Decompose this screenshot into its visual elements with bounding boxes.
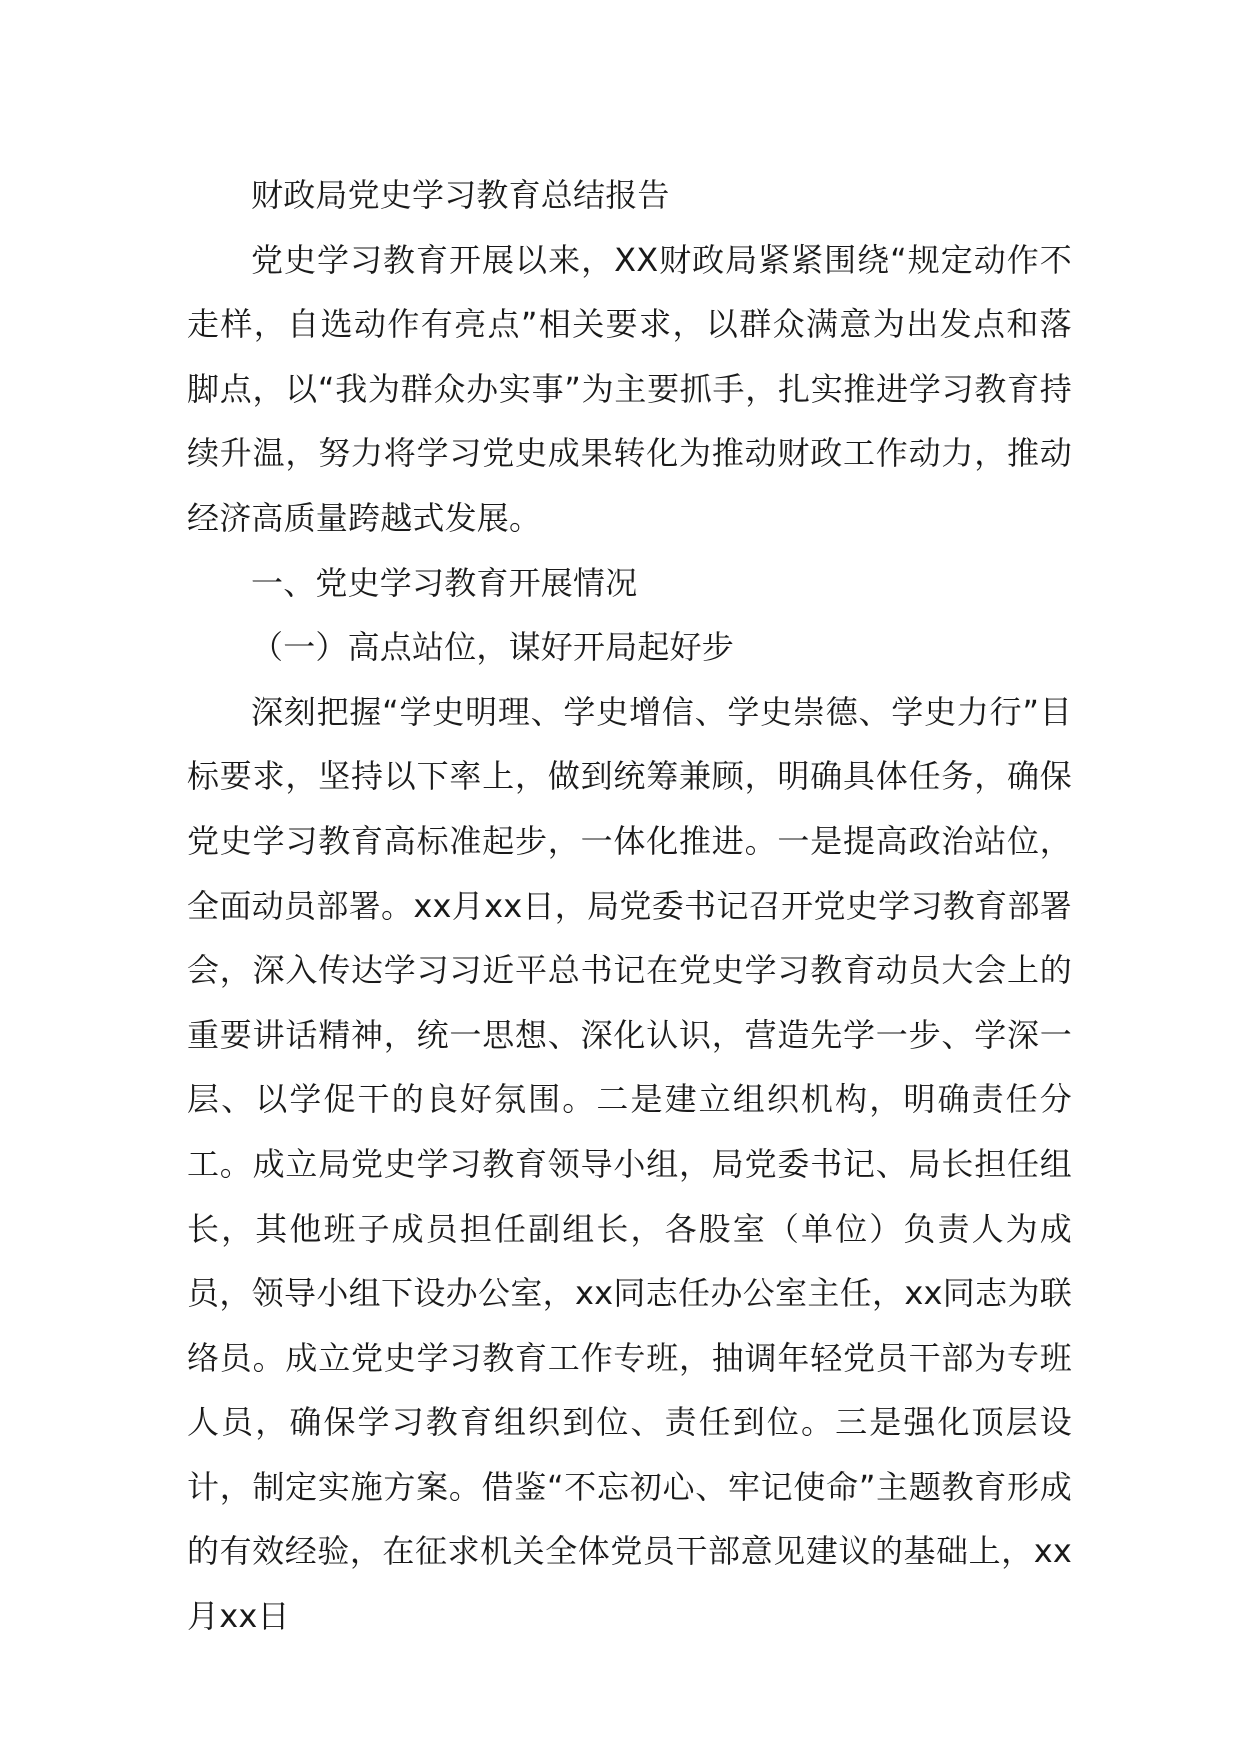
document-body	[187, 163, 1072, 1649]
subsection-heading-1: （一）高点站位，谋好开局起好步	[251, 628, 735, 667]
document-title: 财政局党史学习教育总结报告	[251, 176, 670, 214]
section-heading-1: 一、党史学习教育开展情况	[251, 563, 638, 602]
paragraph-body: 深刻把握“学史明理、学史增信、学史崇德、学史力行”目标要求，坚持以下率上，做到统筹兼顾，明确具体任务，确保党史学习教育高标准起步，一体化推进。一是提高政治站位，全面动员部署。xx月xx日，局党委书记召开党史学习教育部署会，深入传达学习习近平总书记在党史学习教育动员大会上的重要讲话精神，统一思想、深化认识，营造先学一步、学深一层、以学促干的良好氛围。二是建立组织机构，明确责任分工。成立局党史学习教育领导小组，局党委书记、局长担任组长，其他班子成员担任副组长，各股室（单位）负责人为成员，领导小组下设办公室，xx同志任办公室主任，xx同志为联络员。成立党史学习教育工作专班，抽调年轻党员干部为专班人员，确保学习教育组织到位、责任到位。三是强化顶层设计，制定实施方案。借鉴“不忘初心、牢记使命”主题教育形成的有效经验，在征求机关全体党员干部意见建议的基础上，xx月xx日	[187, 692, 1072, 1636]
paragraph-intro: 党史学习教育开展以来，XX财政局紧紧围绕“规定动作不走样，自选动作有亮点”相关要求，以群众满意为出发点和落脚点，以“我为群众办实事”为主要抓手，扎实推进学习教育持续升温，努力将学习党史成果转化为推动财政工作动力，推动经济高质量跨越式发展。	[187, 240, 1072, 537]
